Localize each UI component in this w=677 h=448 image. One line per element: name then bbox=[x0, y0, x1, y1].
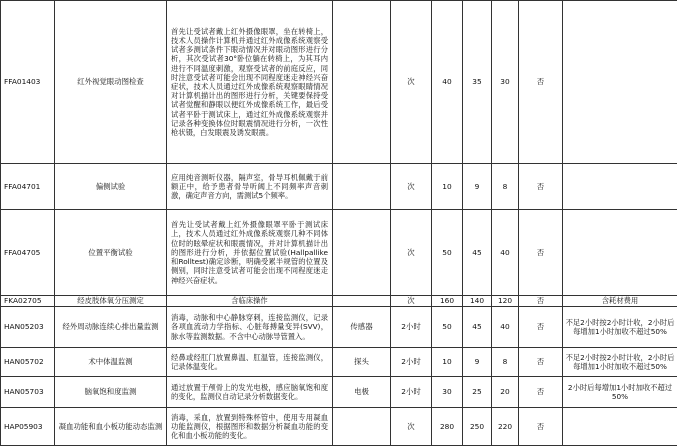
item-name: 偏侧试验 bbox=[55, 164, 167, 210]
item-description: 消毒，采血，放置到特殊杯管中，使用专用凝血功能监测仪，根据图形和数据分析凝血功能的变化和血小板功能的变化。 bbox=[167, 408, 333, 446]
price-tier-2: 9 bbox=[463, 164, 492, 210]
item-unit: 次 bbox=[391, 296, 432, 307]
item-flag: 否 bbox=[519, 210, 563, 296]
item-material: 传感器 bbox=[333, 307, 391, 348]
price-tier-3: 20 bbox=[492, 377, 519, 408]
item-material bbox=[333, 1, 391, 164]
item-flag: 否 bbox=[519, 377, 563, 408]
item-material bbox=[333, 210, 391, 296]
price-tier-1: 160 bbox=[432, 296, 463, 307]
item-material bbox=[333, 164, 391, 210]
price-tier-2: 35 bbox=[463, 1, 492, 164]
item-note: 不足2小时按2小时计收，2小时后每增加1小时加收不超过50% bbox=[563, 348, 677, 377]
price-tier-1: 280 bbox=[432, 408, 463, 446]
item-note: 不足2小时按2小时计收，2小时后每增加1小时加收不超过50% bbox=[563, 307, 677, 348]
table-row bbox=[1, 307, 677, 348]
item-name: 经外周动脉连续心排出量监测 bbox=[55, 307, 167, 348]
item-flag: 否 bbox=[519, 164, 563, 210]
item-note: 含耗材费用 bbox=[563, 296, 677, 307]
item-material bbox=[333, 296, 391, 307]
item-code: HAN05703 bbox=[1, 377, 55, 408]
item-flag: 否 bbox=[519, 348, 563, 377]
price-tier-1: 30 bbox=[432, 377, 463, 408]
price-tier-2: 140 bbox=[463, 296, 492, 307]
item-note bbox=[563, 408, 677, 446]
item-code: FFA04701 bbox=[1, 164, 55, 210]
item-description: 首先让受试者戴上红外摄像眼罩平卧于测试床上，技术人员通过红外成像系统观察几种不同体位时的眩晕症状和眼震情况，并对计算机描计出的图形进行分析，并依据位置试验(Hallpallike和Rolltest)确定诊断，明确受累半规管的位置及侧别，同时注意受试者可能会出现不同程度迷走神经兴奋症状。 bbox=[167, 210, 333, 296]
item-unit: 2小时 bbox=[391, 307, 432, 348]
table-row bbox=[1, 210, 677, 296]
item-flag: 否 bbox=[519, 307, 563, 348]
item-description: 应用纯音测听仪器，隔声室，骨导耳机佩戴于前额正中，给予患者骨导听阈上不同频率声音刺激，确定声音方向，需测试5个频率。 bbox=[167, 164, 333, 210]
item-description: 首先让受试者戴上红外摄像眼罩，坐在转椅上，技术人员操作计算机并通过红外成像系统观察受试者多测试条件下眼动情况并对眼动图形进行分析，其次受试者30°卧位躺在转椅上，为其耳内进行不同温度刺激，观察受试者的前庭反应，同时注意受试者可能会出现不同程度迷走神经兴奋症状，技术人员通过红外成像系统观察眼睛情况对计算机描计出的图形进行分析，关键要保持受试者觉醒和静眼以便红外成像系统工作，最后受试者平卧于测试床上，通过红外成像系统观察并记录各种变换体位时眼震情况进行分析，一次性枪状镊，白发眼震及诱发眼震。 bbox=[167, 1, 333, 164]
price-tier-3: 120 bbox=[492, 296, 519, 307]
price-tier-3: 40 bbox=[492, 210, 519, 296]
item-material: 探头 bbox=[333, 348, 391, 377]
price-tier-2: 9 bbox=[463, 348, 492, 377]
price-tier-3: 8 bbox=[492, 164, 519, 210]
price-tier-3: 40 bbox=[492, 307, 519, 348]
item-note: 2小时后每增加1小时加收不超过50% bbox=[563, 377, 677, 408]
item-code: FKA02705 bbox=[1, 296, 55, 307]
item-material: 电极 bbox=[333, 377, 391, 408]
price-tier-1: 40 bbox=[432, 1, 463, 164]
item-unit: 次 bbox=[391, 408, 432, 446]
item-name: 凝血功能和血小板功能动态监测 bbox=[55, 408, 167, 446]
item-code: HAN05702 bbox=[1, 348, 55, 377]
item-name: 红外视觉眼动图检查 bbox=[55, 1, 167, 164]
table-row bbox=[1, 164, 677, 210]
item-flag: 否 bbox=[519, 1, 563, 164]
item-material bbox=[333, 408, 391, 446]
table-row bbox=[1, 296, 677, 307]
item-description: 含临床操作 bbox=[167, 296, 333, 307]
price-tier-2: 45 bbox=[463, 210, 492, 296]
table-row bbox=[1, 377, 677, 408]
item-unit: 次 bbox=[391, 210, 432, 296]
item-flag: 否 bbox=[519, 408, 563, 446]
price-tier-3: 30 bbox=[492, 1, 519, 164]
price-tier-1: 10 bbox=[432, 348, 463, 377]
item-unit: 次 bbox=[391, 164, 432, 210]
price-tier-2: 45 bbox=[463, 307, 492, 348]
item-unit: 次 bbox=[391, 1, 432, 164]
item-unit: 2小时 bbox=[391, 377, 432, 408]
item-unit: 2小时 bbox=[391, 348, 432, 377]
item-name: 术中体温监测 bbox=[55, 348, 167, 377]
item-description: 通过放置于颅骨上的发光电极，感应脑氧饱和度的变化，监测仪自动记录分析数据变化。 bbox=[167, 377, 333, 408]
item-description: 经鼻或经肛门放置鼻温、肛温管，连接监测仪，记录体温变化。 bbox=[167, 348, 333, 377]
item-code: HAP05903 bbox=[1, 408, 55, 446]
item-name: 经皮肢体氧分压测定 bbox=[55, 296, 167, 307]
item-code: HAN05203 bbox=[1, 307, 55, 348]
item-flag: 否 bbox=[519, 296, 563, 307]
price-tier-3: 8 bbox=[492, 348, 519, 377]
table-row bbox=[1, 1, 677, 164]
price-tier-2: 25 bbox=[463, 377, 492, 408]
item-note bbox=[563, 164, 677, 210]
table-row bbox=[1, 408, 677, 446]
item-code: FFA01403 bbox=[1, 1, 55, 164]
price-tier-1: 50 bbox=[432, 307, 463, 348]
item-name: 位置平衡试验 bbox=[55, 210, 167, 296]
item-note bbox=[563, 1, 677, 164]
price-tier-2: 250 bbox=[463, 408, 492, 446]
item-note bbox=[563, 210, 677, 296]
price-tier-3: 220 bbox=[492, 408, 519, 446]
table-row bbox=[1, 348, 677, 377]
item-code: FFA04705 bbox=[1, 210, 55, 296]
item-description: 消毒，动脉和中心静脉穿刺，连接监测仪，记录各项血流动力学指标、心脏每搏量变异(SVV)，脉水等监测数据。不含中心动脉导管置入。 bbox=[167, 307, 333, 348]
price-tier-1: 50 bbox=[432, 210, 463, 296]
price-tier-1: 10 bbox=[432, 164, 463, 210]
item-name: 脑氧饱和度监测 bbox=[55, 377, 167, 408]
